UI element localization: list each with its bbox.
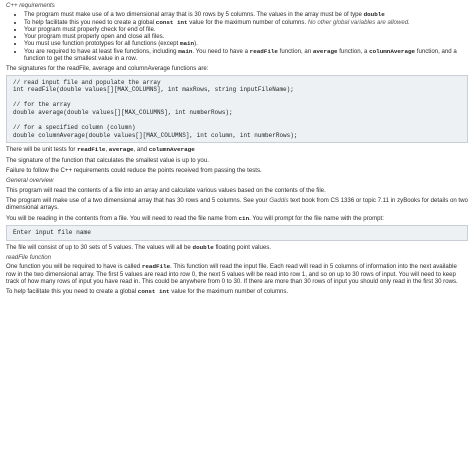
readfile-description <box>6 263 468 285</box>
inline-code: readFile <box>249 47 278 55</box>
smallest-note: The signature of the function that calculates the smallest value is up to you. <box>6 156 209 164</box>
readfile-heading: readFile function <box>6 254 52 262</box>
paragraph-text: To help facilitate this you need to create a global <box>6 288 138 296</box>
requirement-item <box>24 19 468 26</box>
code-line: double columnAverage(double values[][MAX_COLUMNS], int column, int numberRows); <box>13 131 298 139</box>
requirement-text: Your program must properly check for end of file. <box>24 25 156 33</box>
code-line: int readFile(double values[][MAX_COLUMNS], int maxRows, string inputFileName); <box>13 86 294 94</box>
requirement-text: You must use function prototypes for all functions (except <box>24 40 180 48</box>
requirement-item <box>24 26 468 33</box>
unit-tests-note <box>6 146 468 153</box>
code-line: double average(double values[][MAX_COLUMNS], int numberRows); <box>13 109 233 117</box>
inline-code: main <box>179 40 195 48</box>
paragraph-text: , and <box>133 146 149 154</box>
requirement-text: The program must make use of a two dimensional array that is 30 rows by 5 columns. The values in the array must be of type <box>24 11 364 19</box>
paragraph-text: There will be unit tests for <box>6 146 78 154</box>
general-overview-heading: General overview <box>6 177 54 185</box>
requirements-list <box>6 11 468 62</box>
requirement-text: To help facilitate this you need to create a global <box>24 18 156 26</box>
emphasis-text: No other global variables are allowed. <box>307 18 410 26</box>
paragraph-text: One function you will be required to have is called <box>6 263 142 271</box>
code-line: // read input file and populate the array <box>13 78 161 86</box>
file-note <box>6 244 468 251</box>
inline-code: const int <box>137 288 170 296</box>
inline-code: main <box>178 47 193 55</box>
requirement-text: function, an <box>277 47 313 55</box>
inline-code: readFile <box>141 263 171 271</box>
overview-paragraph <box>6 197 468 212</box>
section-heading: C++ requirements <box>6 2 55 9</box>
requirement-text: value for the maximum number of columns. <box>187 18 308 26</box>
requirement-text: You are required to have at least five functions, including <box>24 47 179 55</box>
paragraph-text: value for the maximum number of columns. <box>169 288 289 296</box>
paragraph-text: The file will consist of up to 30 sets of 5 values. The values will all be <box>6 243 193 251</box>
prompt-text: Enter input file name <box>13 228 91 236</box>
emphasis-text: Gaddis <box>269 196 289 204</box>
prompt-box <box>6 225 468 241</box>
inline-code: average <box>312 47 338 55</box>
requirement-text: function, a <box>337 47 370 55</box>
inline-code: double <box>192 243 214 251</box>
overview-paragraph: This program will read the contents of a file into an array and calculate various values based on the contents of the file. <box>6 186 326 194</box>
paragraph-text: floating point values. <box>213 243 272 251</box>
signatures-intro: The signatures for the readFile, average and columnAverage functions are: <box>6 65 209 73</box>
paragraph-text: , <box>105 146 109 154</box>
requirement-text: . You need to have a <box>192 47 250 55</box>
overview-paragraph <box>6 215 468 222</box>
paragraph-text: You will be reading in the contents from a file. You will need to read the file name from <box>6 214 239 222</box>
paragraph-text: . This function will read the input file. Each read will read in 5 columns of information into the next available row in the two dimensional array. The first 5 values are read into row 0, the next 5 values will be read into row 1, and so on up to 30 rows of input. You will need to keep track of how many rows of input you have read in. This could be anywhere from 0 to 30. If there are more than 30 rows of input you should only read in the first 30 rows. <box>6 263 458 285</box>
requirement-text: ). <box>194 40 198 48</box>
paragraph-text: text book from CS 1336 or topic 7.11 in zyBooks for details on two dimensional arrays. <box>6 196 468 212</box>
failure-note: Failure to follow the C++ requirements could reduce the points received from passing the tests. <box>6 167 262 175</box>
inline-code: average <box>108 146 134 154</box>
inline-code: const int <box>155 18 188 26</box>
code-line <box>13 94 461 102</box>
requirement-item <box>24 11 468 18</box>
paragraph-text: . You will prompt for the file name with the prompt: <box>249 214 384 222</box>
inline-code: columnAverage <box>369 47 416 55</box>
requirement-text: function, and a function to get the smallest value in a row. <box>24 47 457 63</box>
requirement-text: Your program must properly open and close all files. <box>24 33 165 41</box>
code-line: // for a specified column (column) <box>13 124 136 132</box>
requirement-item <box>24 40 468 47</box>
inline-code: double <box>363 11 385 19</box>
inline-code: readFile <box>77 146 106 154</box>
requirement-item <box>24 48 468 63</box>
requirement-item <box>24 33 468 40</box>
inline-code: cin <box>238 214 250 222</box>
paragraph-text: The program will make use of a two dimensional array that has 30 rows and 5 columns. See your <box>6 196 270 204</box>
facilitate-note <box>6 288 468 295</box>
code-block <box>6 75 468 144</box>
code-line: // for the array <box>13 101 71 109</box>
code-line <box>13 117 461 125</box>
inline-code: columnAverage <box>148 146 195 154</box>
